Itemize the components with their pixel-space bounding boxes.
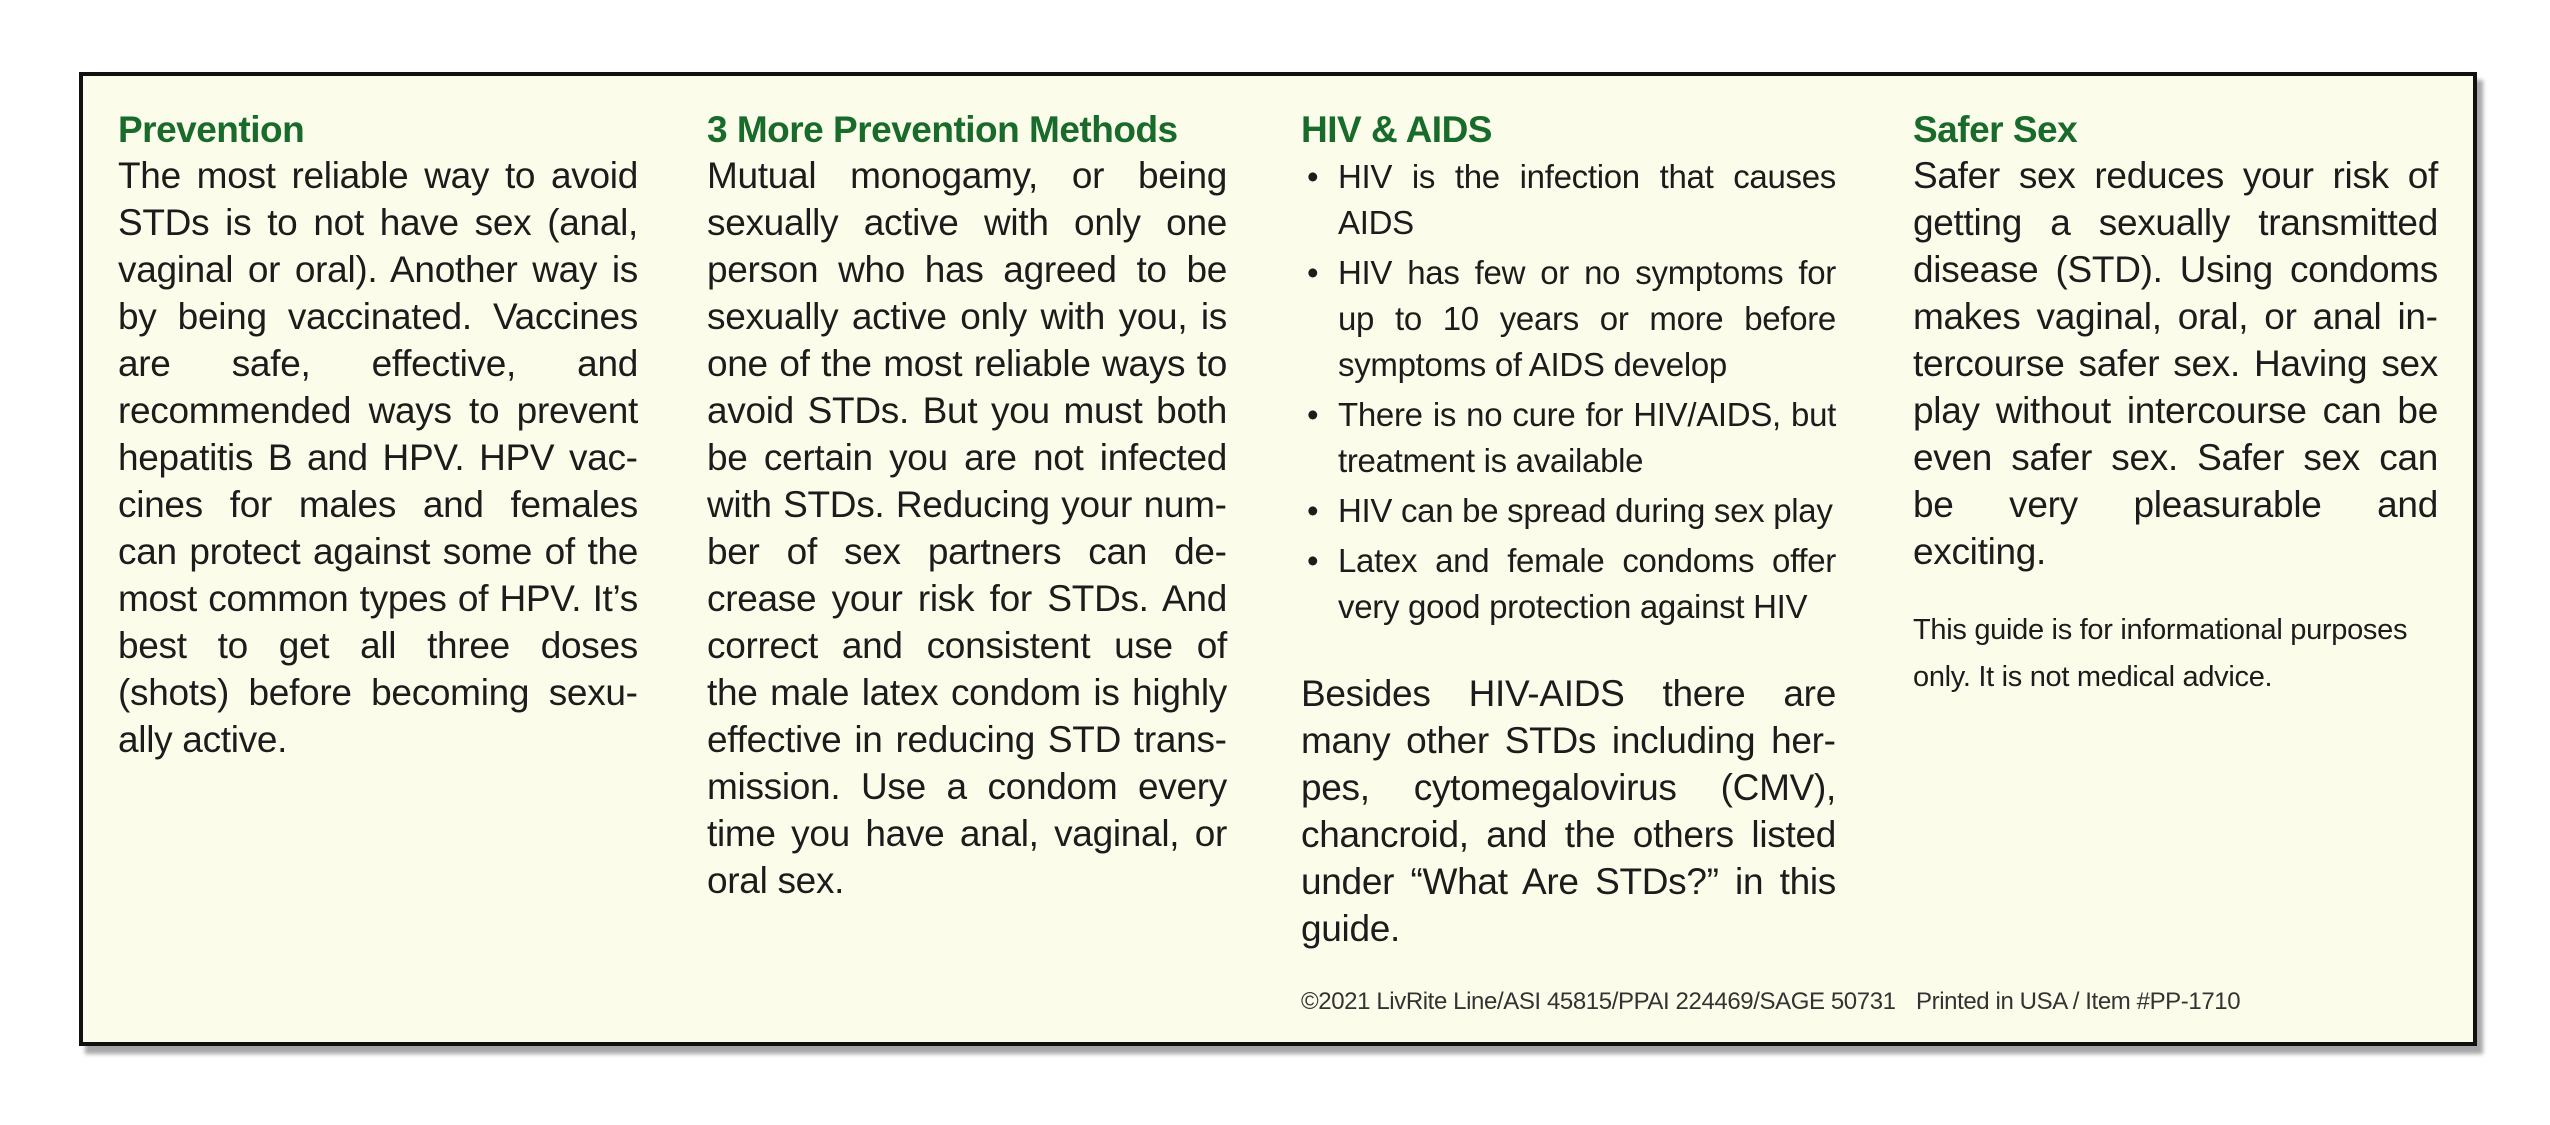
bullet-icon: • [1307, 542, 1319, 579]
spacer [1301, 634, 1836, 670]
disclaimer-text: This guide is for informational purposes only. It is not medical advice. [1913, 614, 2408, 693]
bullet-icon: • [1307, 396, 1319, 433]
bullet-icon: • [1307, 254, 1319, 291]
other-stds-body: Besides HIV-AIDS there are many other STDs including herpes, cytomegalovirus (CMV), chancroid, and the others listed under “What Are STDs?” in this guide. [1301, 673, 1836, 949]
printed-in-text: Printed in USA / Item #PP-1710 [1916, 988, 2241, 1015]
hiv-bullet-text: Latex and female condoms offer very good protection against HIV [1338, 542, 1836, 625]
more-methods-section [707, 108, 1227, 904]
brochure-panel [79, 72, 2477, 1046]
bullet-icon: • [1307, 492, 1319, 529]
safer-sex-heading: Safer Sex [1913, 109, 2078, 150]
hiv-bullet-list [1301, 154, 1836, 630]
prevention-heading: Prevention [118, 109, 305, 150]
hiv-bullet-item [1301, 488, 1836, 534]
hiv-aids-section [1301, 108, 1836, 952]
hiv-bullet-item [1301, 392, 1836, 484]
prevention-body: The most reliable way to avoid STDs is to not have sex (anal, vaginal or oral). Another way is by being vaccinated. Vaccines are safe, effective, and recommended ways to prevent hepatitis B and HPV. HPV vaccines for males and females can protect against some of the most common types of HPV. It’s best to get all three doses (shots) before becoming sexually active. [118, 155, 638, 760]
hiv-bullet-item [1301, 538, 1836, 630]
hiv-bullet-text: There is no cure for HIV/AIDS, but treatment is available [1338, 396, 1836, 479]
bullet-icon: • [1307, 158, 1319, 195]
safer-sex-section [1913, 108, 2438, 701]
safer-sex-body: Safer sex reduces your risk of getting a sexually transmitted disease (STD). Using condoms makes vaginal, oral, or anal intercourse safer sex. Having sex play without intercourse can be even safer sex. Safer sex can be very pleasurable and exciting. [1913, 155, 2438, 572]
hiv-bullet-text: HIV can be spread during sex play [1338, 492, 1833, 529]
hiv-bullet-text: HIV has few or no symptoms for up to 10 years or more before symptoms of AIDS develop [1338, 254, 1836, 383]
more-methods-body: Mutual monogamy, or being sexually active with only one person who has agreed to be sexually active only with you, is one of the most reliable ways to avoid STDs. But you must both be certain you are not infected with STDs. Reducing your number of sex partners can decrease your risk for STDs. And correct and consistent use of the male latex condom is highly effective in reducing STD transmission. Use a condom every time you have anal, vaginal, or oral sex. [707, 155, 1227, 901]
prevention-section [118, 108, 638, 763]
hiv-bullet-text: HIV is the infection that causes AIDS [1338, 158, 1836, 241]
hiv-bullet-item [1301, 250, 1836, 388]
copyright-text: ©2021 LivRite Line/ASI 45815/PPAI 224469/SAGE 50731 [1301, 988, 1896, 1015]
hiv-aids-heading: HIV & AIDS [1301, 109, 1492, 150]
more-methods-heading: 3 More Prevention Methods [707, 109, 1178, 150]
hiv-bullet-item [1301, 154, 1836, 246]
